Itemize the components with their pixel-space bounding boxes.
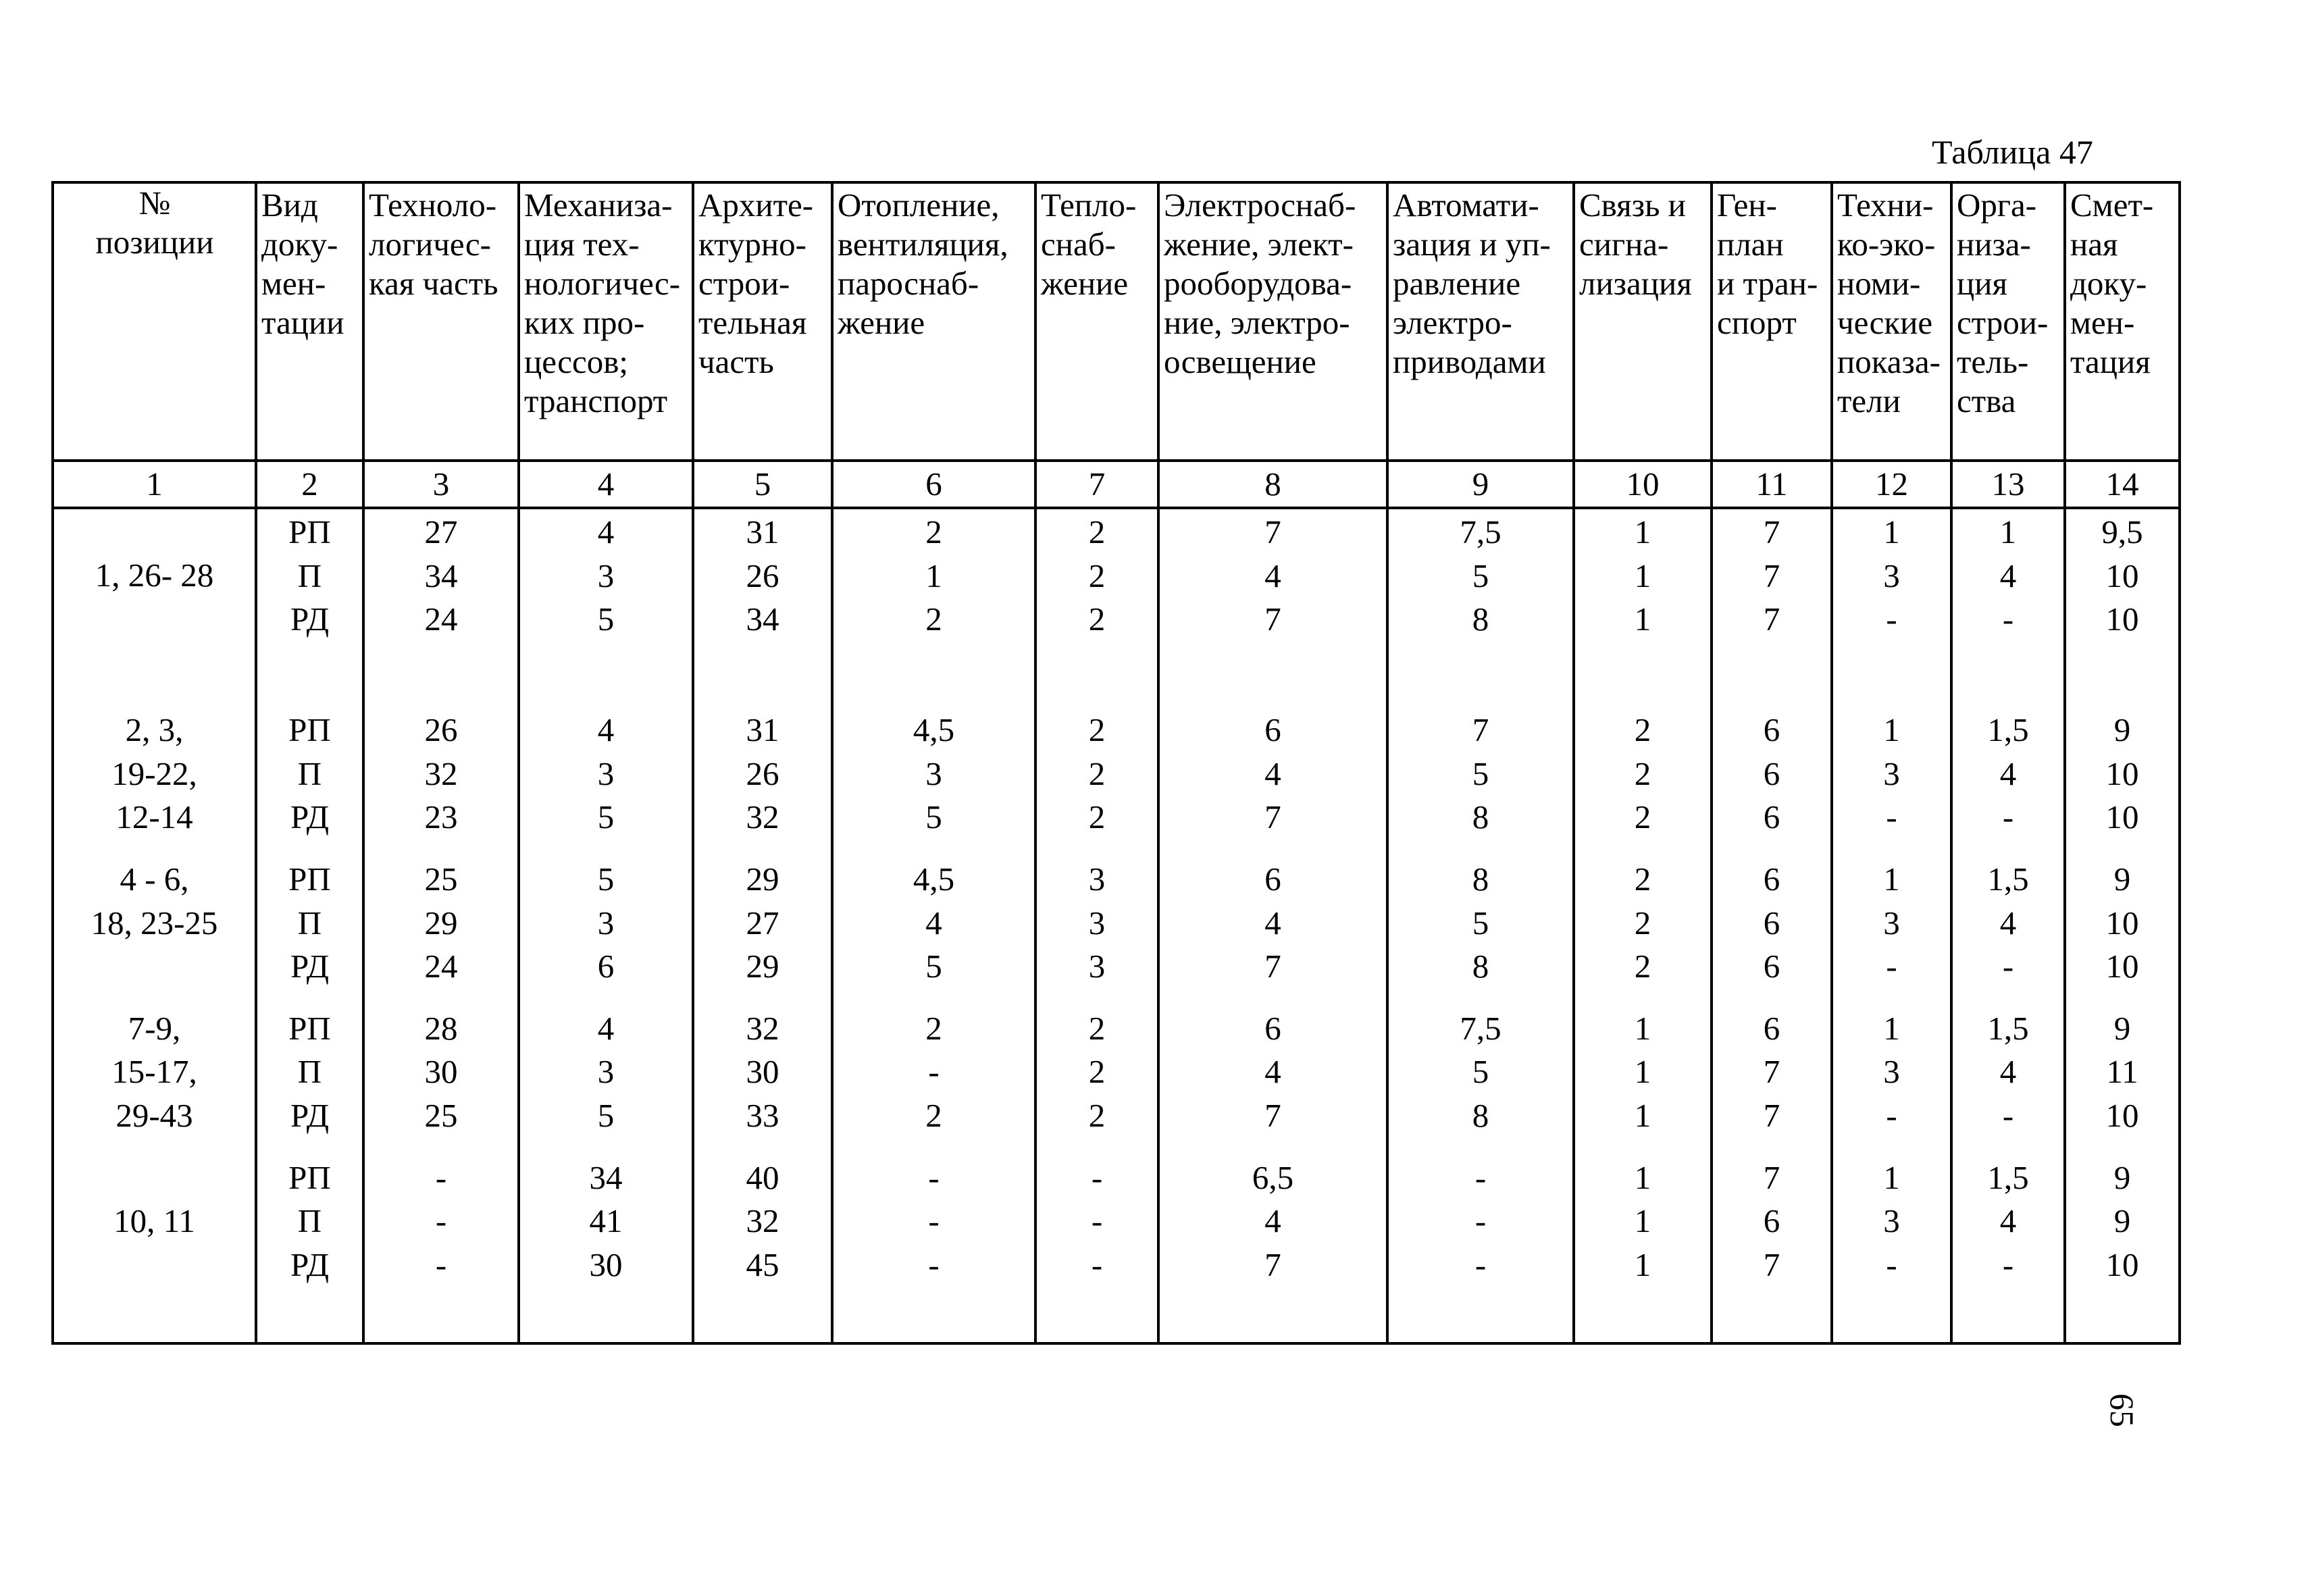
value-cell: 2 2 2 — [1574, 856, 1712, 1006]
column-number: 8 — [1158, 461, 1387, 508]
value-cell: 2 1 2 — [832, 508, 1035, 707]
value-cell: 4 3 5 — [519, 1006, 693, 1155]
value-cell: 29 27 29 — [693, 856, 832, 1006]
value-cell: 1 3 - — [1832, 508, 1951, 707]
column-number: 13 — [1951, 461, 2065, 508]
value-cell: 26 32 23 — [363, 707, 519, 856]
position-cell: 7-9, 15-17, 29-43 — [53, 1006, 256, 1155]
position-cell: 10, 11 — [53, 1155, 256, 1343]
value-cell: - - - — [1387, 1155, 1574, 1343]
column-number: 1 — [53, 461, 256, 508]
value-cell: 2 2 2 — [1035, 508, 1158, 707]
page-number: 65 — [2103, 1393, 2141, 1427]
position-cell: 2, 3, 19-22, 12-14 — [53, 707, 256, 856]
column-number: 5 — [693, 461, 832, 508]
value-cell: 7 5 8 — [1387, 707, 1574, 856]
value-cell: 1,5 4 - — [1951, 707, 2065, 856]
value-cell: 1,5 4 - — [1951, 1155, 2065, 1343]
value-cell: 8 5 8 — [1387, 856, 1574, 1006]
value-cell: 6 7 7 — [1712, 1006, 1832, 1155]
value-cell: 9 10 10 — [2065, 707, 2180, 856]
doc-type-cell: РП П РД — [256, 508, 363, 707]
header-cell: Смет- ная доку- мен- тация — [2065, 182, 2180, 461]
value-cell: 9 10 10 — [2065, 856, 2180, 1006]
value-cell: 6 4 7 — [1158, 856, 1387, 1006]
header-row — [53, 182, 2180, 461]
header-cell: Вид доку- мен- тации — [256, 182, 363, 461]
value-cell: 4,5 3 5 — [832, 707, 1035, 856]
table-caption: Таблица 47 — [1932, 133, 2093, 171]
value-cell: 40 32 45 — [693, 1155, 832, 1343]
value-cell: 1,5 4 - — [1951, 1006, 2065, 1155]
column-number: 3 — [363, 461, 519, 508]
value-cell: 3 3 3 — [1035, 856, 1158, 1006]
value-cell: 4 3 5 — [519, 508, 693, 707]
value-cell: 32 30 33 — [693, 1006, 832, 1155]
value-cell: 9 9 10 — [2065, 1155, 2180, 1343]
header-cell: Отопление, вентиляция, пароснаб- жение — [832, 182, 1035, 461]
doc-type-cell: РП П РД — [256, 856, 363, 1006]
value-cell: 6 4 7 — [1158, 707, 1387, 856]
value-cell: 34 41 30 — [519, 1155, 693, 1343]
column-number: 12 — [1832, 461, 1951, 508]
value-cell: 5 3 6 — [519, 856, 693, 1006]
header-cell: Техноло- логичес- кая часть — [363, 182, 519, 461]
value-cell: 4,5 4 5 — [832, 856, 1035, 1006]
value-cell: 6 6 6 — [1712, 707, 1832, 856]
value-cell: 31 26 34 — [693, 508, 832, 707]
value-cell: 1 3 - — [1832, 707, 1951, 856]
column-number: 14 — [2065, 461, 2180, 508]
value-cell: 9 11 10 — [2065, 1006, 2180, 1155]
value-cell: - - - — [832, 1155, 1035, 1343]
header-cell: Механиза- ция тех- нологичес- ких про- цессов; транспорт — [519, 182, 693, 461]
value-cell: 2 2 2 — [1574, 707, 1712, 856]
table-row-group — [53, 856, 2180, 1006]
column-number: 10 — [1574, 461, 1712, 508]
value-cell: 1 1 1 — [1574, 1006, 1712, 1155]
value-cell: 2 2 2 — [1035, 1006, 1158, 1155]
value-cell: 7,5 5 8 — [1387, 508, 1574, 707]
header-cell: Архите- ктурно- строи- тельная часть — [693, 182, 832, 461]
table-row-group — [53, 508, 2180, 707]
data-table — [51, 181, 2181, 1345]
value-cell: 1 3 - — [1832, 1006, 1951, 1155]
header-cell: Автомати- зация и уп- равление электро- приводами — [1387, 182, 1574, 461]
column-number: 2 — [256, 461, 363, 508]
table-row-group — [53, 1155, 2180, 1343]
value-cell: 1 4 - — [1951, 508, 2065, 707]
value-cell: 6 6 6 — [1712, 856, 1832, 1006]
header-cell: Тепло- снаб- жение — [1035, 182, 1158, 461]
header-cell: Техни- ко-эко- номи- ческие показа- тели — [1832, 182, 1951, 461]
value-cell: 1 3 - — [1832, 1155, 1951, 1343]
column-number: 7 — [1035, 461, 1158, 508]
value-cell: 4 3 5 — [519, 707, 693, 856]
doc-type-cell: РП П РД — [256, 1006, 363, 1155]
value-cell: 1 1 1 — [1574, 1155, 1712, 1343]
column-number: 6 — [832, 461, 1035, 508]
doc-type-cell: РП П РД — [256, 707, 363, 856]
table-row-group — [53, 707, 2180, 856]
header-cell: Орга- низа- ция строи- тель- ства — [1951, 182, 2065, 461]
value-cell: 6,5 4 7 — [1158, 1155, 1387, 1343]
value-cell: 1,5 4 - — [1951, 856, 2065, 1006]
value-cell: 1 1 1 — [1574, 508, 1712, 707]
value-cell: 7 7 7 — [1712, 508, 1832, 707]
value-cell: 31 26 32 — [693, 707, 832, 856]
column-number: 9 — [1387, 461, 1574, 508]
doc-type-cell: РП П РД — [256, 1155, 363, 1343]
column-number: 11 — [1712, 461, 1832, 508]
value-cell: 27 34 24 — [363, 508, 519, 707]
value-cell: 1 3 - — [1832, 856, 1951, 1006]
table-row-group — [53, 1006, 2180, 1155]
value-cell: - - - — [363, 1155, 519, 1343]
value-cell: 7 4 7 — [1158, 508, 1387, 707]
header-cell: № позиции — [53, 182, 256, 461]
value-cell: 7 6 7 — [1712, 1155, 1832, 1343]
value-cell: 9,5 10 10 — [2065, 508, 2180, 707]
position-cell: 1, 26- 28 — [53, 508, 256, 707]
value-cell: - - - — [1035, 1155, 1158, 1343]
value-cell: 28 30 25 — [363, 1006, 519, 1155]
value-cell: 2 2 2 — [1035, 707, 1158, 856]
header-cell: Связь и сигна- лизация — [1574, 182, 1712, 461]
position-cell: 4 - 6, 18, 23-25 — [53, 856, 256, 1006]
value-cell: 2 - 2 — [832, 1006, 1035, 1155]
header-cell: Ген- план и тран- спорт — [1712, 182, 1832, 461]
column-number-row — [53, 461, 2180, 508]
header-cell: Электроснаб- жение, элект- рооборудова- ние, электро- освещение — [1158, 182, 1387, 461]
value-cell: 7,5 5 8 — [1387, 1006, 1574, 1155]
column-number: 4 — [519, 461, 693, 508]
value-cell: 6 4 7 — [1158, 1006, 1387, 1155]
value-cell: 25 29 24 — [363, 856, 519, 1006]
